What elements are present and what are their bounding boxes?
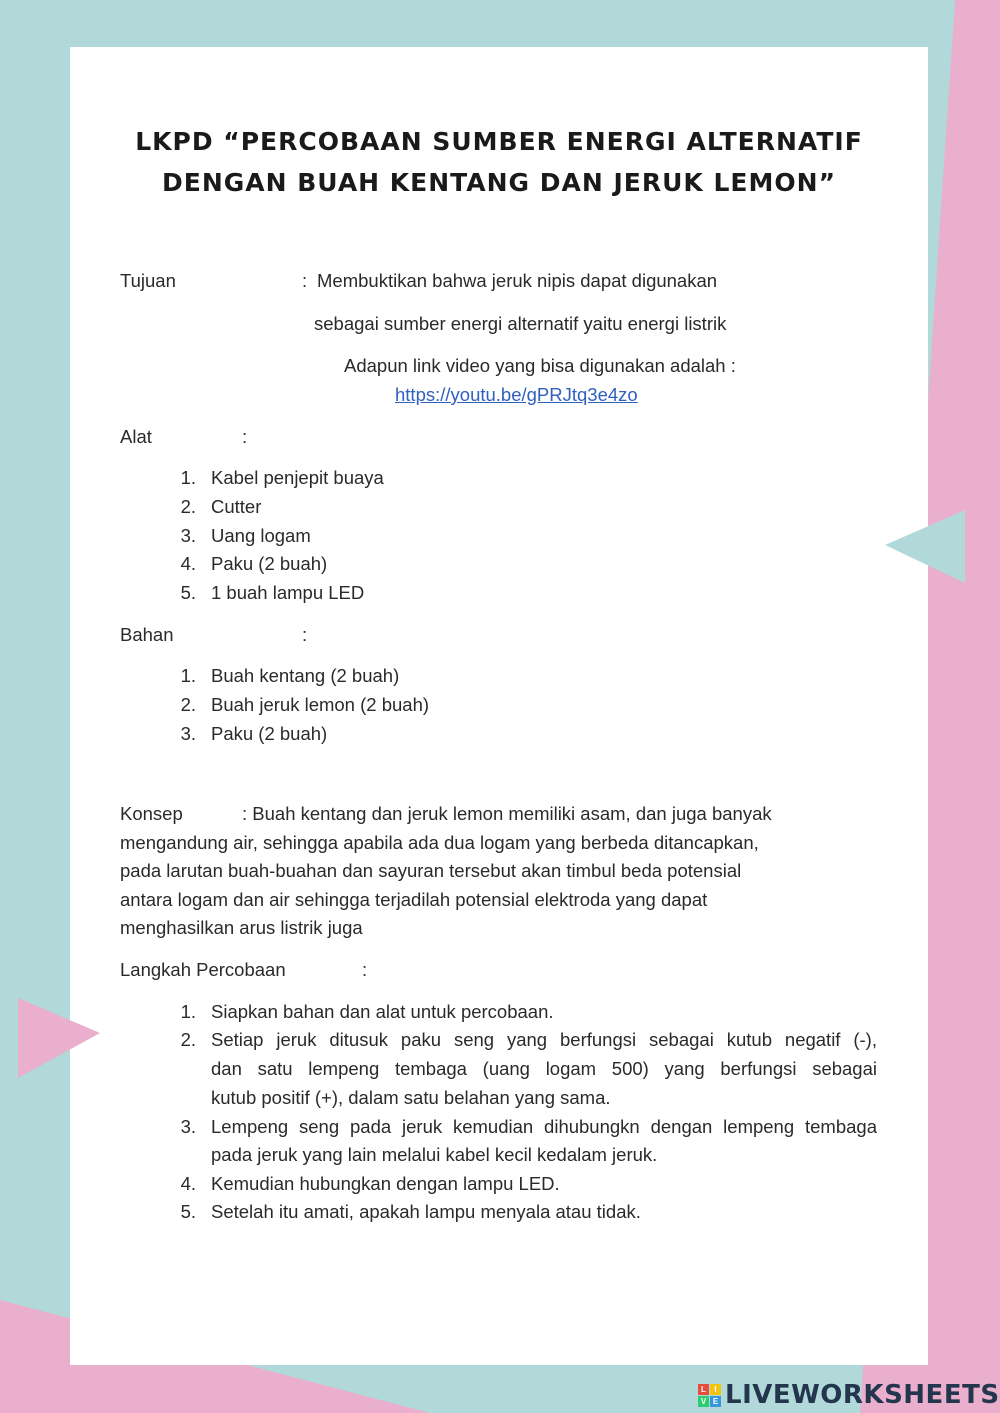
step-text-line: dan satu lempeng tembaga (uang logam 500) yang berfungsi sebagai (211, 1058, 877, 1079)
alat-item-number: 3. (180, 525, 196, 546)
alat-item-number: 1. (180, 467, 196, 488)
step-number: 3. (180, 1116, 196, 1137)
langkah-label: Langkah Percobaan (120, 959, 286, 980)
liveworksheets-badge-icon (698, 1384, 721, 1407)
pink-triangle-decoration (10, 993, 105, 1083)
tujuan-text-line-2: sebagai sumber energi alternatif yaitu energi listrik (314, 313, 727, 334)
step-text-line: Setiap jeruk ditusuk paku seng yang berfungsi sebagai kutub negatif (-), (211, 1029, 877, 1050)
konsep-label: Konsep (120, 803, 183, 824)
step-number: 1. (180, 1001, 196, 1022)
bahan-colon: : (302, 624, 308, 645)
konsep-text-line: : Buah kentang dan jeruk lemon memiliki asam, dan juga banyak (242, 803, 772, 824)
alat-colon: : (242, 426, 248, 447)
video-link[interactable]: https://youtu.be/gPRJtq3e4zo (395, 384, 638, 405)
konsep-text-line: menghasilkan arus listrik juga (120, 917, 363, 938)
step-text-line: pada jeruk yang lain melalui kabel kecil kedalam jeruk. (211, 1144, 658, 1165)
bahan-item-number: 3. (180, 723, 196, 744)
alat-item: Cutter (211, 496, 262, 517)
alat-item: Kabel penjepit buaya (211, 467, 384, 488)
langkah-colon: : (362, 959, 368, 980)
badge-letter: E (710, 1396, 721, 1407)
konsep-text-line: pada larutan buah-buahan dan sayuran tersebut akan timbul beda potensial (120, 860, 742, 881)
page-title-line-1: LKPD “PERCOBAAN SUMBER ENERGI ALTERNATIF (135, 127, 863, 156)
alat-item-number: 5. (180, 582, 196, 603)
alat-item: Uang logam (211, 525, 311, 546)
badge-letter: V (698, 1396, 709, 1407)
bahan-item: Buah jeruk lemon (2 buah) (211, 694, 430, 715)
liveworksheets-text: LIVEWORKSHEETS (725, 1380, 1000, 1410)
bahan-item: Paku (2 buah) (211, 723, 328, 744)
teal-triangle-decoration (880, 505, 970, 585)
step-number: 2. (180, 1029, 196, 1050)
step-text-line: Lempeng seng pada jeruk kemudian dihubungkn dengan lempeng tembaga (211, 1116, 877, 1137)
alat-item: Paku (2 buah) (211, 553, 328, 574)
worksheet-page (70, 47, 928, 1365)
alat-item-number: 2. (180, 496, 196, 517)
tujuan-text-line-3: Adapun link video yang bisa digunakan adalah : (344, 355, 736, 376)
alat-label: Alat (120, 426, 152, 447)
step-text-line: kutub positif (+), dalam satu belahan yang sama. (211, 1087, 611, 1108)
bahan-item-number: 2. (180, 694, 196, 715)
step-text-line: Siapkan bahan dan alat untuk percobaan. (211, 1001, 554, 1022)
step-text-line: Kemudian hubungkan dengan lampu LED. (211, 1173, 560, 1194)
alat-item-number: 4. (180, 553, 196, 574)
tujuan-colon: : (302, 270, 308, 291)
badge-letter: I (710, 1384, 721, 1395)
bahan-item: Buah kentang (2 buah) (211, 665, 400, 686)
step-number: 5. (180, 1201, 196, 1222)
badge-letter: L (698, 1384, 709, 1395)
step-text-line: Setelah itu amati, apakah lampu menyala atau tidak. (211, 1201, 641, 1222)
liveworksheets-logo[interactable] (698, 1380, 1000, 1410)
bahan-label: Bahan (120, 624, 174, 645)
bahan-item-number: 1. (180, 665, 196, 686)
tujuan-label: Tujuan (120, 270, 176, 291)
step-number: 4. (180, 1173, 196, 1194)
page-title-line-2: DENGAN BUAH KENTANG DAN JERUK LEMON” (161, 168, 836, 197)
konsep-text-line: mengandung air, sehingga apabila ada dua logam yang berbeda ditancapkan, (120, 832, 759, 853)
alat-item: 1 buah lampu LED (211, 582, 365, 603)
tujuan-text-line-1: Membuktikan bahwa jeruk nipis dapat digunakan (317, 270, 718, 291)
konsep-text-line: antara logam dan air sehingga terjadilah potensial elektroda yang dapat (120, 889, 708, 910)
